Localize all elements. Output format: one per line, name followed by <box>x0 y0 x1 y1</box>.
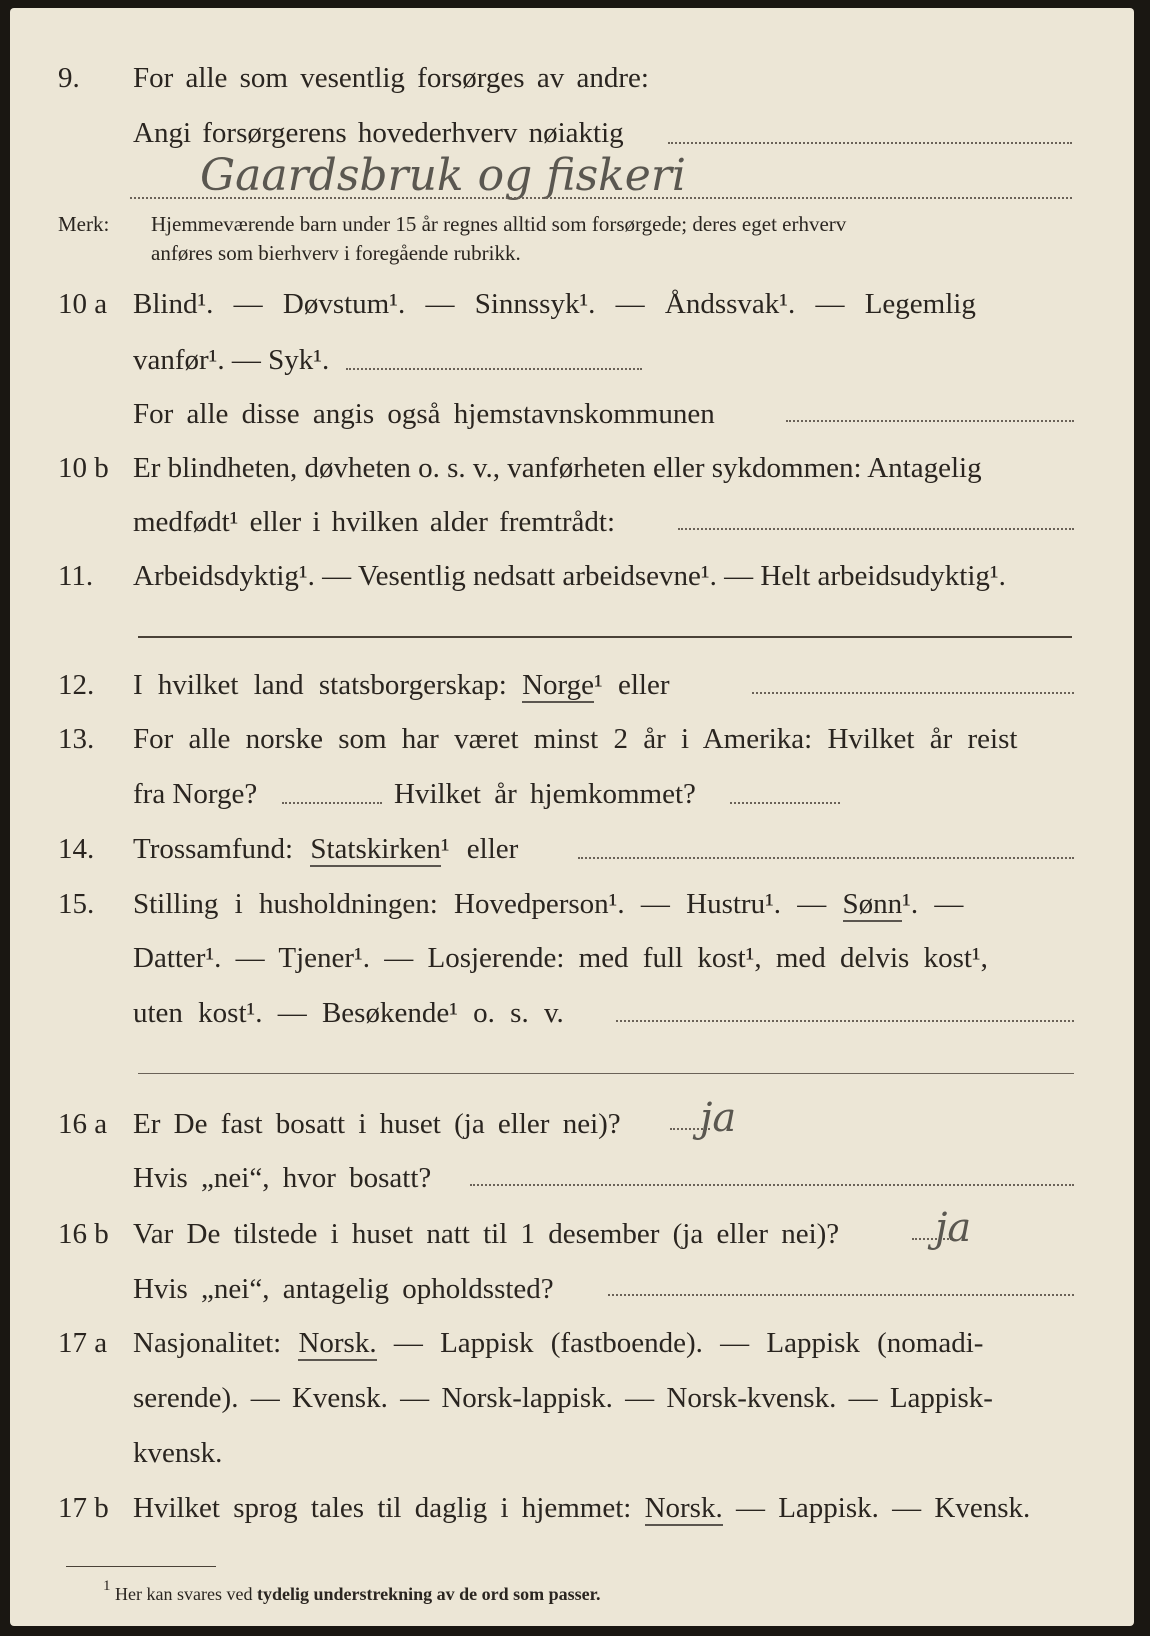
question-text <box>133 1492 1030 1525</box>
question-text-pre: I hvilket land statsborgerskap: <box>133 669 507 701</box>
question-10a-row <box>0 288 1150 332</box>
answer-line <box>668 142 1072 144</box>
question-13-row <box>0 723 1150 767</box>
underlined-answer: Norsk. <box>298 1327 377 1359</box>
question-text: For alle som vesentlig forsørges av andre: <box>133 62 649 94</box>
handwritten-answer: ja <box>700 1095 737 1141</box>
question-number: 11. <box>58 560 94 592</box>
question-text: Arbeidsdyktig¹. — Vesentlig nedsatt arbeidsevne¹. — Helt arbeidsudyktig¹. <box>133 560 1006 592</box>
question-number: 15. <box>58 888 95 920</box>
answer-line <box>786 420 1074 422</box>
question-text-post: ¹ eller <box>594 669 670 701</box>
question-text: Datter¹. — Tjener¹. — Losjerende: med full kost¹, med delvis kost¹, <box>133 942 988 974</box>
question-text: For alle norske som har været minst 2 år i Amerika: Hvilket år reist <box>133 723 1018 755</box>
question-17a-line3 <box>0 1437 1150 1481</box>
question-text: serende). — Kvensk. — Norsk-lappisk. — Norsk-kvensk. — Lappisk- <box>133 1382 993 1414</box>
answer-line <box>616 1020 1074 1022</box>
footnote-text: Her kan svares ved <box>115 1584 253 1604</box>
question-text: Er blindheten, døvheten o. s. v., vanførheten eller sykdommen: Antagelig <box>133 452 982 484</box>
question-text: medfødt¹ eller i hvilken alder fremtrådt: <box>133 506 616 538</box>
question-number: 10 b <box>58 452 109 484</box>
question-text-post: — Lappisk (fastboende). — Lappisk (nomadi- <box>393 1327 984 1359</box>
question-text-pre: Hvilket sprog tales til daglig i hjemmet: <box>133 1492 632 1524</box>
question-number: 12. <box>58 669 95 701</box>
answer-line <box>130 197 1072 199</box>
note-label: Merk: <box>58 212 110 236</box>
handwritten-answer: Gaardsbruk og fiskeri <box>200 150 686 201</box>
answer-line <box>608 1294 1074 1296</box>
question-number: 13. <box>58 723 95 755</box>
underlined-answer: Norsk. <box>644 1492 723 1524</box>
question-17a-row <box>0 1327 1150 1371</box>
handwritten-answer: ja <box>935 1205 972 1251</box>
question-15-row <box>0 888 1150 932</box>
question-text-pre: Trossamfund: <box>133 833 294 865</box>
underlined-answer: Sønn <box>842 888 903 920</box>
answer-line <box>346 368 642 370</box>
answer-line <box>678 528 1074 530</box>
footnote-emphasis: tydelig understrekning av de ord som passer. <box>256 1584 601 1604</box>
question-number: 16 a <box>58 1108 108 1140</box>
question-text: fra Norge? <box>133 778 258 810</box>
question-number: 17 b <box>58 1492 109 1524</box>
question-text-pre: Nasjonalitet: <box>133 1327 282 1359</box>
question-number: 14. <box>58 833 95 865</box>
question-17a-line2 <box>0 1382 1150 1426</box>
question-10b-row <box>0 452 1150 496</box>
question-text-pre: Stilling i husholdningen: Hovedperson¹. — Hustru¹. — <box>133 888 827 920</box>
answer-line <box>578 857 1074 859</box>
question-16a-row <box>0 1108 1150 1152</box>
underlined-answer: Statskirken <box>310 833 441 865</box>
question-11-row <box>0 560 1150 604</box>
note-text: anføres som bierhverv i foregående rubrikk. <box>151 241 521 265</box>
question-text-post: ¹. — <box>902 888 964 920</box>
underlined-answer: Norge <box>522 669 595 701</box>
question-text <box>133 833 518 866</box>
section-divider <box>138 1073 1074 1074</box>
question-text: Var De tilstede i huset natt til 1 desember (ja eller nei)? <box>133 1218 840 1250</box>
question-14-row <box>0 833 1150 877</box>
note-text: Hjemmeværende barn under 15 år regnes alltid som forsørgede; deres eget erhverv <box>151 212 847 236</box>
answer-line <box>282 802 382 804</box>
question-text: kvensk. <box>133 1437 223 1469</box>
question-text: Hvilket år hjemkommet? <box>394 778 696 810</box>
question-17b-row <box>0 1492 1150 1536</box>
footnote-mark: 1 <box>103 1578 111 1594</box>
question-10a-line2 <box>0 344 1150 388</box>
question-text: Hvis „nei“, hvor bosatt? <box>133 1162 432 1194</box>
answer-line <box>470 1184 1074 1186</box>
question-text <box>133 888 963 921</box>
question-text: vanfør¹. — Syk¹. <box>133 344 330 376</box>
answer-line <box>730 802 840 804</box>
question-text: For alle disse angis også hjemstavnskommunen <box>133 398 715 430</box>
question-number: 10 a <box>58 288 108 320</box>
question-15-line2 <box>0 942 1150 986</box>
question-number: 17 a <box>58 1327 108 1359</box>
question-text <box>133 669 669 702</box>
question-text: Hvis „nei“, antagelig opholdssted? <box>133 1273 554 1305</box>
question-text: Er De fast bosatt i huset (ja eller nei)? <box>133 1108 621 1140</box>
answer-line <box>752 692 1074 694</box>
question-text: Angi forsørgerens hovederhverv nøiaktig <box>133 117 624 149</box>
footnote-rule <box>66 1566 216 1567</box>
question-text <box>133 1327 983 1360</box>
question-13-line2 <box>0 778 1150 822</box>
section-divider <box>138 636 1072 638</box>
question-9-row <box>0 62 1150 106</box>
question-number: 16 b <box>58 1218 109 1250</box>
question-16b-row <box>0 1218 1150 1262</box>
question-number: 9. <box>58 62 80 94</box>
question-text-post: — Lappisk. — Kvensk. <box>735 1492 1031 1524</box>
question-12-row <box>0 669 1150 713</box>
question-15-line3 <box>0 997 1150 1041</box>
question-text-post: ¹ eller <box>440 833 519 865</box>
footnote <box>103 1578 601 1605</box>
question-text: uten kost¹. — Besøkende¹ o. s. v. <box>133 997 564 1029</box>
question-text: Blind¹. — Døvstum¹. — Sinnssyk¹. — Åndssvak¹. — Legemlig <box>133 288 976 320</box>
